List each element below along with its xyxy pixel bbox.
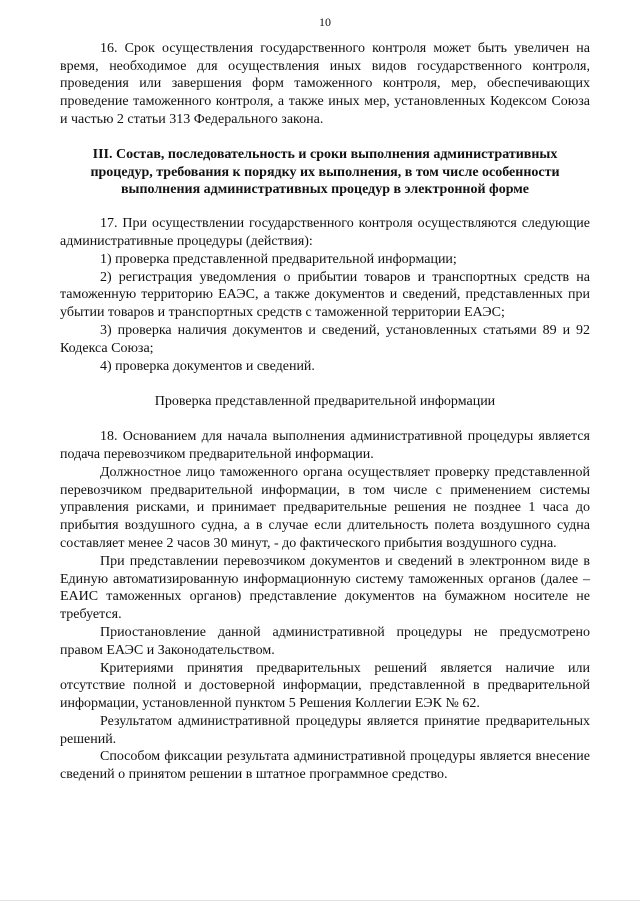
procedure-list-item: 3) проверка наличия документов и сведений, установленных статьями 89 и 92 Кодекса Союза; [60, 322, 590, 356]
paragraph-17: 17. При осуществлении государственного контроля осуществляются следующие административные процедуры (действия): [60, 216, 590, 249]
paragraph-fixation: Способом фиксации результата административной процедуры является внесение сведений о принятом решении в штатное программное средство. [60, 749, 590, 783]
procedure-list-item: 4) проверка документов и сведений. [100, 358, 315, 374]
paragraph-result: Результатом административной процедуры является принятие предварительных решений. [60, 713, 590, 747]
paragraph-criteria: Критериями принятия предварительных решений является наличие или отсутствие полной и достоверной информации, представленной в предварительной информации, установленной пунктом 5 Решения Коллегии ЕЭК № 62. [60, 660, 590, 712]
page-number: 10 [319, 15, 331, 29]
procedure-list-item: 2) регистрация уведомления о прибытии товаров и транспортных средств на таможенную территорию ЕАЭС, а также документов и сведений, представленных при убытии товаров и транспортных средств с таможенной территории ЕАЭС; [60, 269, 590, 321]
paragraph-16: 16. Срок осуществления государственного контроля может быть увеличен на время, необходимое для осуществления иных видов государственного контроля, проведения или завершения форм таможенного контроля, мер, обеспечивающих проведение таможенного контроля, а также иных мер, установленных Кодексом Союза и частью 2 статьи 313 Федерального закона. [60, 40, 590, 127]
subsection-heading: Проверка представленной предварительной информации [154, 394, 496, 410]
procedure-list-item: 1) проверка представленной предварительной информации; [100, 251, 457, 267]
paragraph-electronic-submission: При представлении перевозчиком документов и сведений в электронном виде в Единую автоматизированную информационную систему таможенных органов (далее – ЕАИС таможенных органов) представление документов на бумажном носителе не требуется. [60, 553, 590, 623]
scan-edge-divider [0, 900, 640, 901]
paragraph-official-check: Должностное лицо таможенного органа осуществляет проверку представленной перевозчиком предварительной информации, в том числе с применением системы управления рисками, и принимает предварительные решения не позднее 1 часа до прибытия воздушного судна, а в случае если длительность полета воздушного судна составляет менее 2 часов 30 минут, - до фактического прибытия воздушного судна. [60, 464, 590, 551]
paragraph-suspension: Приостановление данной административной процедуры не предусмотрено правом ЕАЭС и Законодательством. [60, 624, 590, 658]
section-3-heading: III. Состав, последовательность и сроки выполнения административных процедур, требования к порядку их выполнения, в том числе особенности выполнения административных процедур в электронной форме [90, 146, 560, 198]
paragraph-18: 18. Основанием для начала выполнения административной процедуры является подача перевозчиком предварительной информации. [60, 429, 590, 462]
